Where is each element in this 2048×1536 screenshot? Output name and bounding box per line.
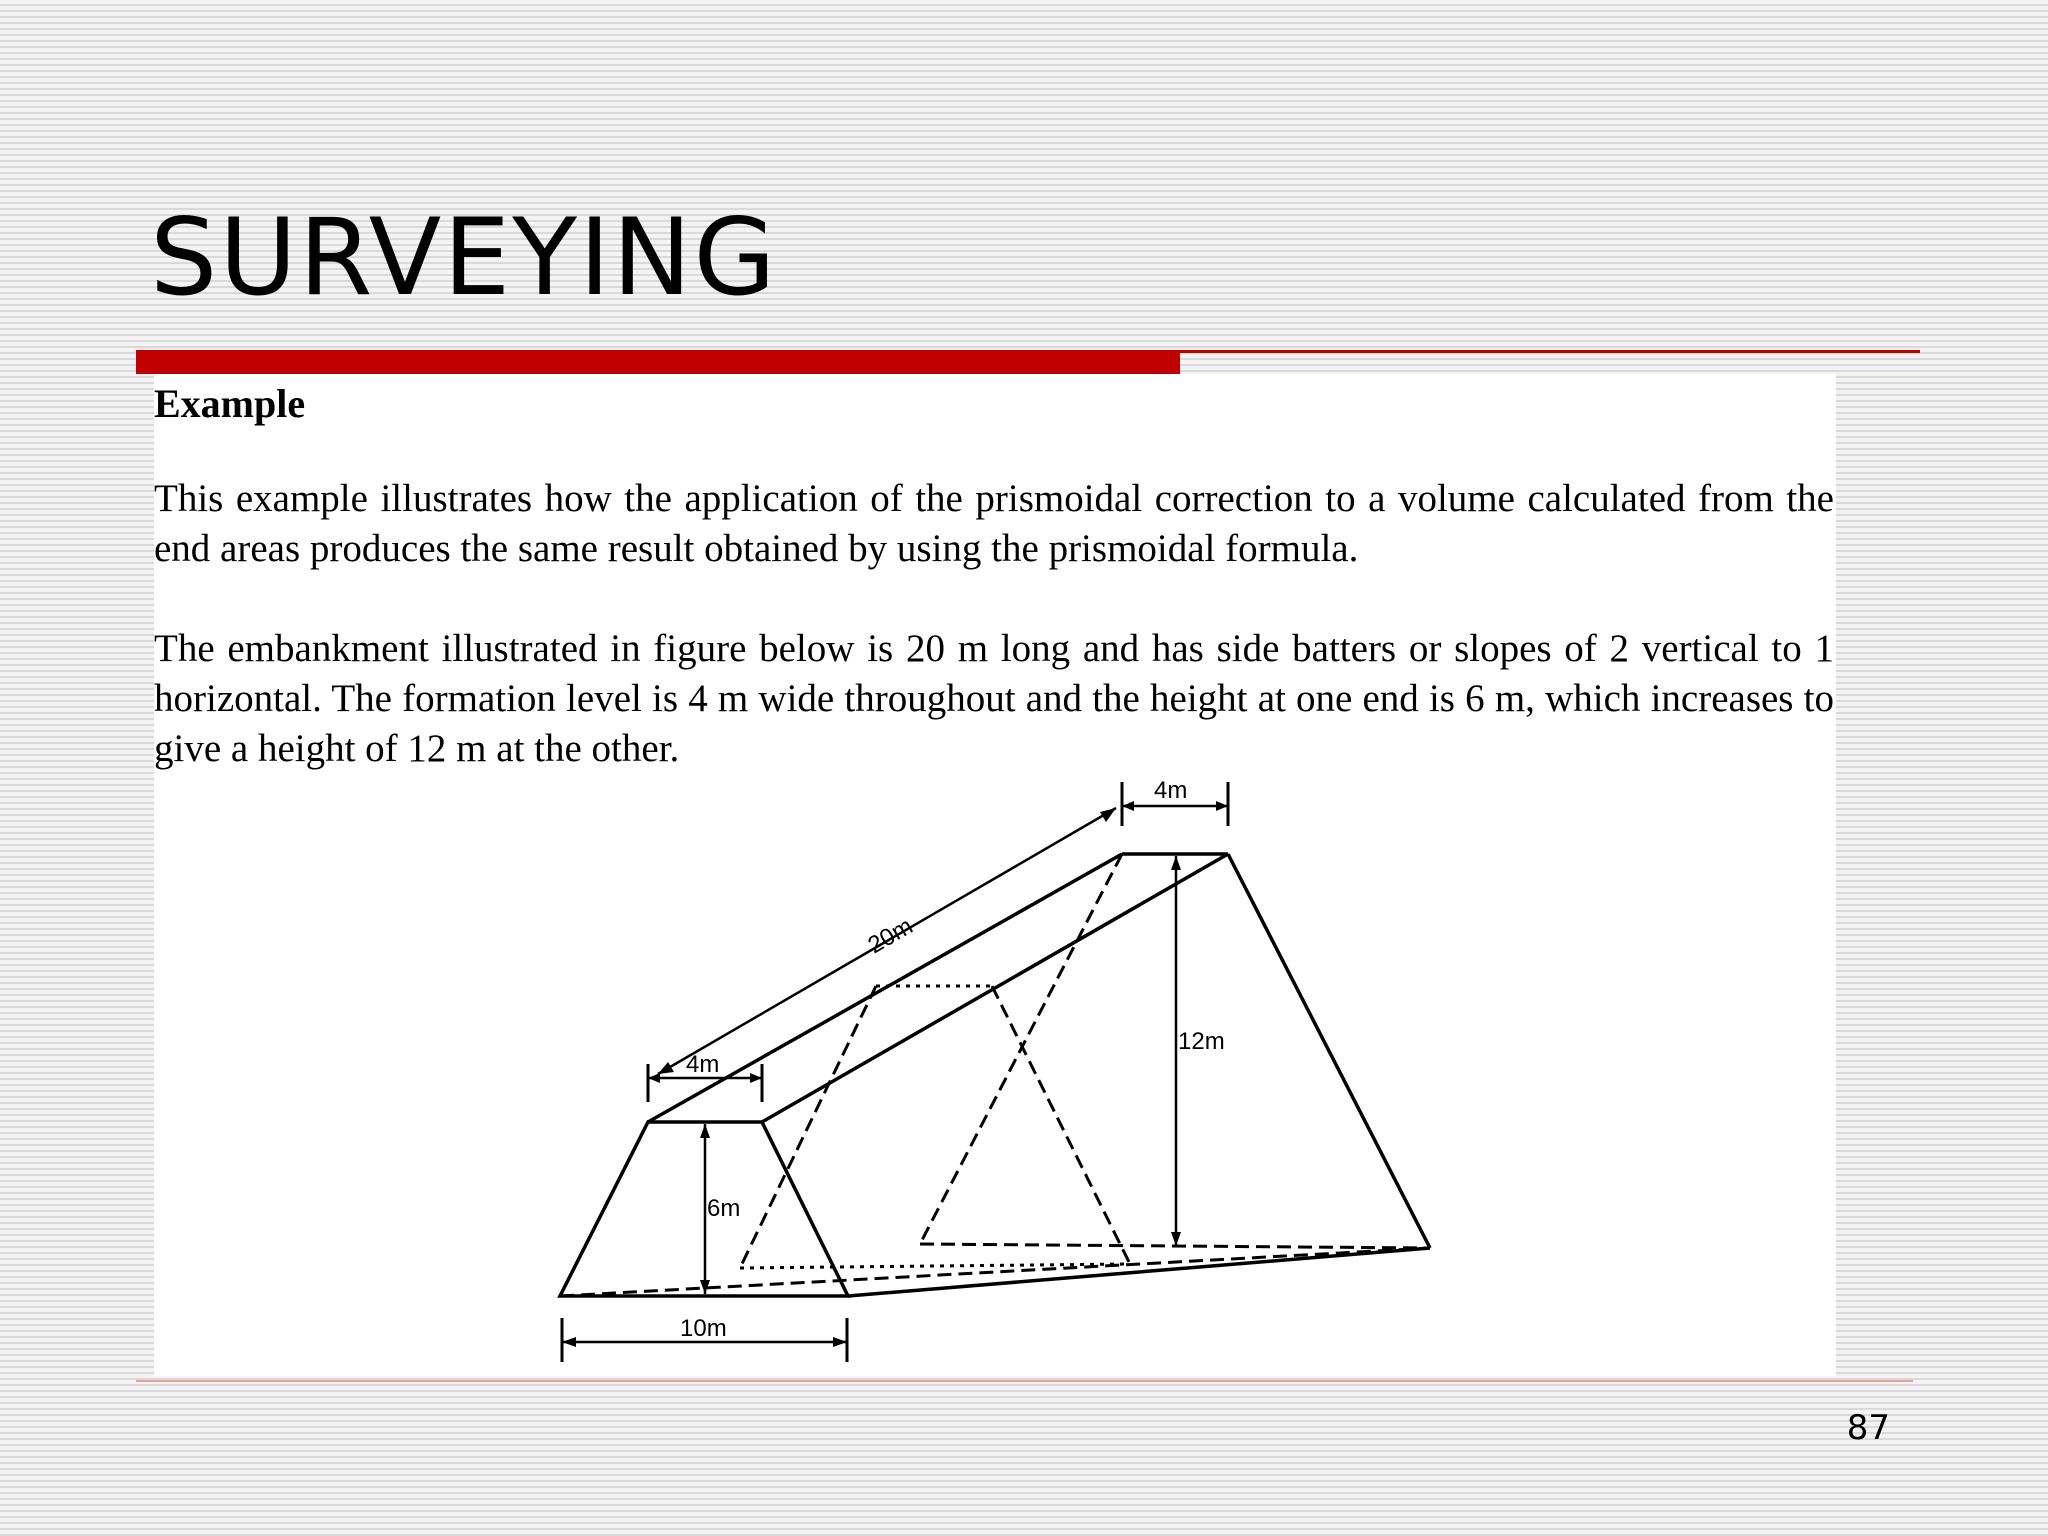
base-width-dimension bbox=[562, 1315, 847, 1362]
mid-section-lines bbox=[740, 986, 1130, 1268]
title-underline-thick bbox=[136, 350, 1180, 374]
intro-paragraph: This example illustrates how the application of the prismoidal correction to a volume calculated from the end areas produces the same result obtained by using the prismoidal formula. bbox=[154, 477, 1834, 570]
page-number: 87 bbox=[1846, 1408, 1890, 1448]
length-dimension bbox=[658, 808, 1116, 1074]
height-near-label: 6m bbox=[707, 1195, 741, 1222]
embankment-diagram bbox=[154, 374, 1836, 1376]
title-underline-thin bbox=[1180, 350, 1920, 353]
top-width-near-label: 4m bbox=[686, 1051, 720, 1078]
height-far-label: 12m bbox=[1178, 1028, 1225, 1055]
problem-paragraph: The embankment illustrated in figure below is 20 m long and has side batters or slopes of 2 vertical to 1 horizontal. The formation level is 4 m wide throughout and the height at one end is 6 m, which increases to give a height of 12 m at the other. bbox=[154, 627, 1834, 770]
top-width-far-label: 4m bbox=[1154, 777, 1188, 804]
example-heading: Example bbox=[154, 381, 306, 426]
base-width-label: 10m bbox=[680, 1315, 727, 1342]
top-width-far-dimension bbox=[1122, 777, 1228, 826]
length-label: 20m bbox=[863, 912, 918, 960]
content-panel bbox=[154, 374, 1836, 1376]
footer-divider bbox=[136, 1380, 1913, 1382]
top-width-near-dimension bbox=[648, 1051, 762, 1102]
height-far-dimension bbox=[1171, 856, 1225, 1246]
height-near-dimension bbox=[700, 1124, 740, 1294]
slide-title: SURVEYING bbox=[150, 196, 778, 319]
